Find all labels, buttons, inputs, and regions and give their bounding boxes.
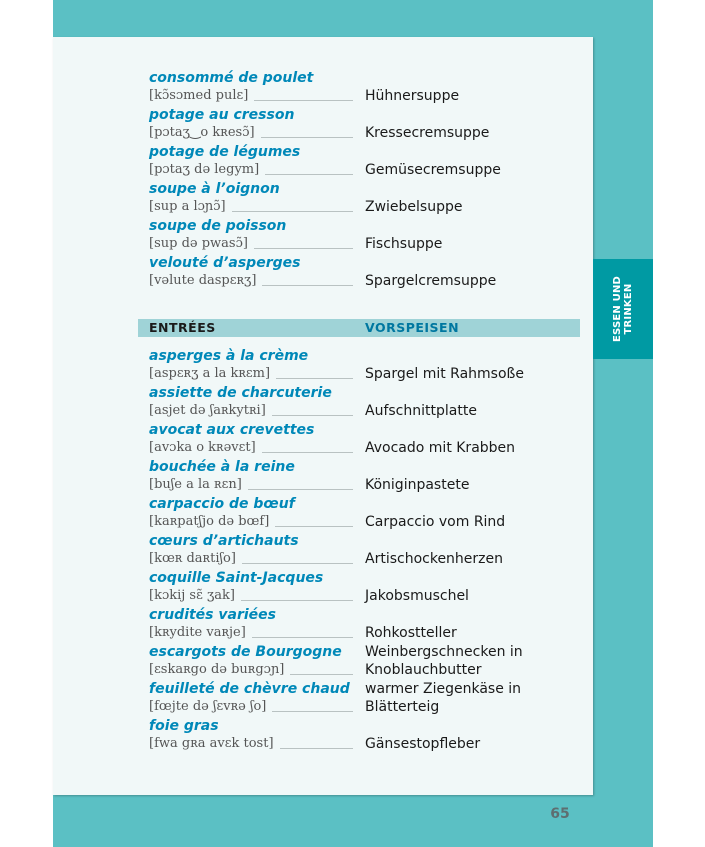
list-item (0, 496, 705, 533)
section-header (138, 319, 580, 337)
pronunciation: [kɔ̃sɔmed pulɛ] (149, 88, 254, 104)
side-tab-line-1: ESSEN UND (612, 275, 623, 343)
french-term: potage de légumes (149, 144, 301, 160)
french-term: assiette de charcuterie (149, 385, 332, 401)
french-term: asperges à la crème (149, 348, 309, 364)
german-translation-line-2: Knoblauchbutter (365, 662, 482, 678)
french-term: coquille Saint-Jacques (149, 570, 324, 586)
list-item (0, 255, 705, 292)
german-translation: Gemüsecremsuppe (365, 162, 501, 178)
german-translation: Avocado mit Krabben (365, 440, 516, 456)
list-item (0, 348, 705, 385)
pronunciation: [aspɛʀʒ a la kʀɛm] (149, 366, 276, 382)
french-term: soupe à l’oignon (149, 181, 280, 197)
german-translation-line-1: warmer Ziegenkäse in (365, 681, 522, 697)
french-term: soupe de poisson (149, 218, 287, 234)
pronunciation: [buʃe a la ʀɛn] (149, 477, 248, 493)
list-item (0, 681, 705, 718)
pronunciation: [asjet də ʃaʀkytʀi] (149, 403, 272, 419)
list-item (0, 218, 705, 255)
pronunciation: [kʀydite vaʀje] (149, 625, 252, 641)
section-title-french: ENTRÉES (149, 320, 216, 335)
list-item (0, 70, 705, 107)
german-translation: Jakobsmuschel (365, 588, 469, 604)
list-item (0, 718, 705, 755)
german-translation: Gänsestopfleber (365, 736, 481, 752)
page-number: 65 (550, 806, 570, 822)
pronunciation: [ɛskaʀgo də buʀgɔɲ] (149, 662, 290, 678)
list-item (0, 533, 705, 570)
french-term: consommé de poulet (149, 70, 314, 86)
french-term: cœurs d’artichauts (149, 533, 299, 549)
german-translation: Spargel mit Rahmsoße (365, 366, 524, 382)
german-translation: Carpaccio vom Rind (365, 514, 506, 530)
list-item (0, 459, 705, 496)
list-item (0, 385, 705, 422)
list-item (0, 181, 705, 218)
pronunciation: [pɔtaʒ‿o kʀesɔ̃] (149, 125, 261, 141)
german-translation-line-2: Blätterteig (365, 699, 440, 715)
german-translation: Spargelcremsuppe (365, 273, 497, 289)
german-translation-line-1: Weinbergschnecken in (365, 644, 523, 660)
pronunciation: [sup a lɔɲɔ̃] (149, 199, 232, 215)
pronunciation: [vəlute daspɛʀʒ] (149, 273, 262, 289)
french-term: crudités variées (149, 607, 276, 623)
side-tab-line-2: TRINKEN (623, 283, 634, 335)
section-title-german: VORSPEISEN (365, 320, 460, 335)
german-translation: Hühnersuppe (365, 88, 460, 104)
list-item (0, 607, 705, 644)
german-translation: Zwiebelsuppe (365, 199, 463, 215)
list-item (0, 570, 705, 607)
pronunciation: [kœʀ daʀtiʃo] (149, 551, 242, 567)
german-translation: Fischsuppe (365, 236, 443, 252)
pronunciation: [sup də pwasɔ̃] (149, 236, 254, 252)
list-item (0, 144, 705, 181)
german-translation: Artischockenherzen (365, 551, 504, 567)
french-term: foie gras (149, 718, 219, 734)
german-translation: Rohkostteller (365, 625, 457, 641)
pronunciation: [pɔtaʒ də legym] (149, 162, 265, 178)
list-item (0, 644, 705, 681)
french-term: escargots de Bourgogne (149, 644, 342, 660)
list-item (0, 107, 705, 144)
french-term: feuilleté de chèvre chaud (149, 681, 350, 697)
pronunciation: [kɔkij sɛ̃ ʒak] (149, 588, 241, 604)
french-term: velouté d’asperges (149, 255, 301, 271)
german-translation: Königinpastete (365, 477, 470, 493)
french-term: carpaccio de bœuf (149, 496, 295, 512)
german-translation: Kressecremsuppe (365, 125, 490, 141)
pronunciation: [avɔka o kʀəvɛt] (149, 440, 262, 456)
pronunciation: [kaʀpatʃjo də bœf] (149, 514, 275, 530)
pronunciation: [fwa gʀa avɛk tost] (149, 736, 280, 752)
french-term: potage au cresson (149, 107, 295, 123)
french-term: bouchée à la reine (149, 459, 295, 475)
pronunciation: [fœjte də ʃɛvʀə ʃo] (149, 699, 272, 715)
list-item (0, 422, 705, 459)
german-translation: Aufschnittplatte (365, 403, 477, 419)
french-term: avocat aux crevettes (149, 422, 315, 438)
